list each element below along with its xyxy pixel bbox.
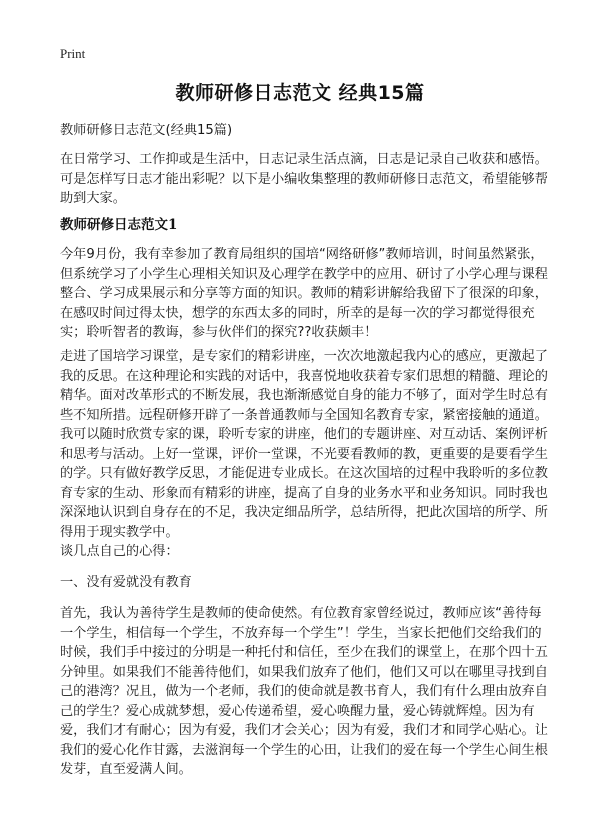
document-subtitle: 教师研修日志范文(经典15篇)	[60, 123, 233, 138]
body-paragraph-2: 走进了国培学习课堂，是专家们的精彩讲座，一次次地激起我内心的感应，更激起了我的反思。在这种理论和实践的对话中，我喜悦地收获着专家们思想的精髓、理论的精华。面对改革形式的不断发展，我也渐渐感觉自身的能力不够了，面对学生时总有些不知所措。远程研修开辟了一条普通教师与全国知名教育专家，紧密接触的通道。我可以随时欣赏专家的课，聆听专家的讲座，他们的专题讲座、对互动话、案例评析和思考与活动。上好一堂课，评价一堂课，不光要看教师的教，更重要的是要看学生的学。只有做好教学反思，才能促进专业成长。在这次国培的过程中我聆听的多位教育专家的生动、形象而有精彩的讲座，提高了自身的业务水平和业务知识。同时我也深深地认识到自身存在的不足，我决定细品所学，总结所得，把此次国培的所学、所得用于现实教学中。	[60, 349, 548, 540]
body-paragraph-1: 今年9月份，我有幸参加了教育局组织的国培“网络研修”教师培训，时间虽然紧张，但系统学习了小学生心理相关知识及心理学在教学中的应用、研讨了小学心理与课程整合、学习成果展示和分享等方面的知识。教师的精彩讲解给我留下了很深的印象，在感叹时间过得太快，想学的东西太多的同时，所幸的是每一次的学习都觉得很充实；聆听智者的教诲，参与伙伴们的探究??收获颇丰！	[60, 247, 548, 340]
sub-heading-love: 一、没有爱就没有教育	[60, 575, 192, 590]
body-paragraph-3: 谈几点自己的心得：	[60, 544, 179, 559]
body-paragraph-4: 首先，我认为善待学生是教师的使命使然。有位教育家曾经说过，教师应该“善待每一个学生，相信每一个学生，不放弃每一个学生”！学生，当家长把他们交给我们的时候，我们手中接过的分明是一种托付和信任，至少在我们的课堂上，在那个四十五分钟里。如果我们不能善待他们，如果我们放弃了他们，他们又可以在哪里寻找到自己的港湾？况且，做为一个老师，我们的使命就是教书育人，我们有什么理由放弃自己的学生？爱心成就梦想，爱心传递希望，爱心唤醒力量，爱心铸就辉煌。因为有爱，我们才有耐心；因为有爱，我们才会关心；因为有爱，我们才和同学心贴心。让我们的爱心化作甘露，去滋润每一个学生的心田，让我们的爱在每一个学生心间生根发芽，直至爱满人间。	[60, 606, 548, 777]
section-heading: 教师研修日志范文1	[60, 217, 178, 233]
document-title: 教师研修日志范文 经典15篇	[175, 82, 425, 104]
intro-paragraph: 在日常学习、工作抑或是生活中，日志记录生活点滴，日志是记录自己收获和感悟。可是怎样写日志才能出彩呢？以下是小编收集整理的教师研修日志范文，希望能够帮助到大家。	[60, 152, 548, 206]
print-label: Print	[60, 46, 86, 61]
